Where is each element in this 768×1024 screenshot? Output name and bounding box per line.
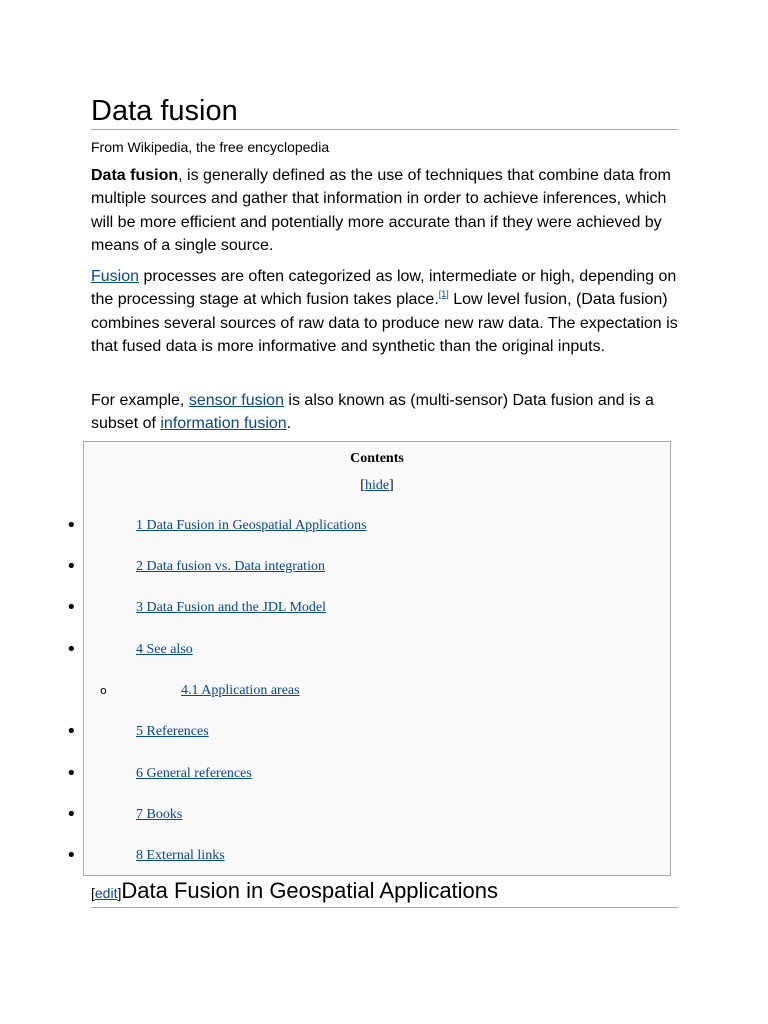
edit-link[interactable]: edit xyxy=(94,885,118,901)
site-subtitle: From Wikipedia, the free encyclopedia xyxy=(91,139,330,155)
edit-control xyxy=(91,885,121,901)
bullet: • xyxy=(66,804,77,825)
section-title: Data Fusion in Geospatial Applications xyxy=(121,878,499,903)
toc-hide-control xyxy=(84,478,670,494)
fusion-text-a: processes are often categorized as low, intermediate or high, depending on the processing stage at which fusion takes place. xyxy=(91,268,677,309)
information-fusion-link[interactable]: information fusion xyxy=(160,415,287,433)
toc-link-references[interactable]: 5 References xyxy=(136,724,209,739)
page-title: Data fusion xyxy=(91,93,678,130)
bullet: • xyxy=(66,639,77,660)
toc-link-jdl-model[interactable]: 3 Data Fusion and the JDL Model xyxy=(136,600,327,615)
section-heading xyxy=(91,875,678,908)
intro-paragraph xyxy=(91,164,681,257)
bracket: ] xyxy=(117,885,122,901)
toc-link-integration[interactable]: 2 Data fusion vs. Data integration xyxy=(136,559,325,574)
example-text-c: . xyxy=(286,415,292,433)
toc-link-external-links[interactable]: 8 External links xyxy=(136,848,225,863)
toc-link-application-areas[interactable]: 4.1 Application areas xyxy=(181,683,300,698)
toc-link-general-references[interactable]: 6 General references xyxy=(136,766,252,781)
term-bold: Data fusion xyxy=(91,167,179,184)
bullet: • xyxy=(66,845,77,866)
bracket: ] xyxy=(389,478,394,493)
example-paragraph xyxy=(91,389,681,436)
example-text-a: For example, xyxy=(91,392,189,409)
bullet: • xyxy=(66,556,77,577)
bullet: • xyxy=(66,721,77,742)
bracket: [ xyxy=(91,885,95,901)
toc-title: Contents xyxy=(350,451,404,466)
bullet: • xyxy=(66,515,77,536)
intro-text: , is generally defined as the use of techniques that combine data from multiple sources and gather that information in order to achieve inferences, which will be more efficient and potentially more accurate than if they were achieved by means of a single source. xyxy=(91,167,671,254)
bullet: • xyxy=(66,763,77,784)
toc-hide-link[interactable]: hide xyxy=(364,478,390,493)
sensor-fusion-link[interactable]: sensor fusion xyxy=(188,392,284,409)
fusion-link[interactable]: Fusion xyxy=(91,268,140,285)
fusion-text-b: Low level fusion, (Data fusion) combines several sources of raw data to produce new raw data. The expectation is that fused data is more informative and synthetic than the original inputs. xyxy=(91,291,678,355)
bullet: • xyxy=(66,597,77,618)
fusion-paragraph xyxy=(91,265,681,358)
example-text-b: is also known as (multi-sensor) Data fusion and is a subset of xyxy=(91,392,654,433)
sub-bullet: o xyxy=(100,684,107,697)
toc-link-books[interactable]: 7 Books xyxy=(136,807,183,822)
toc-link-geospatial[interactable]: 1 Data Fusion in Geospatial Applications xyxy=(136,518,367,533)
citation-link[interactable]: [1] xyxy=(438,289,449,300)
bracket: [ xyxy=(360,478,365,493)
toc-link-see-also[interactable]: 4 See also xyxy=(136,642,193,657)
